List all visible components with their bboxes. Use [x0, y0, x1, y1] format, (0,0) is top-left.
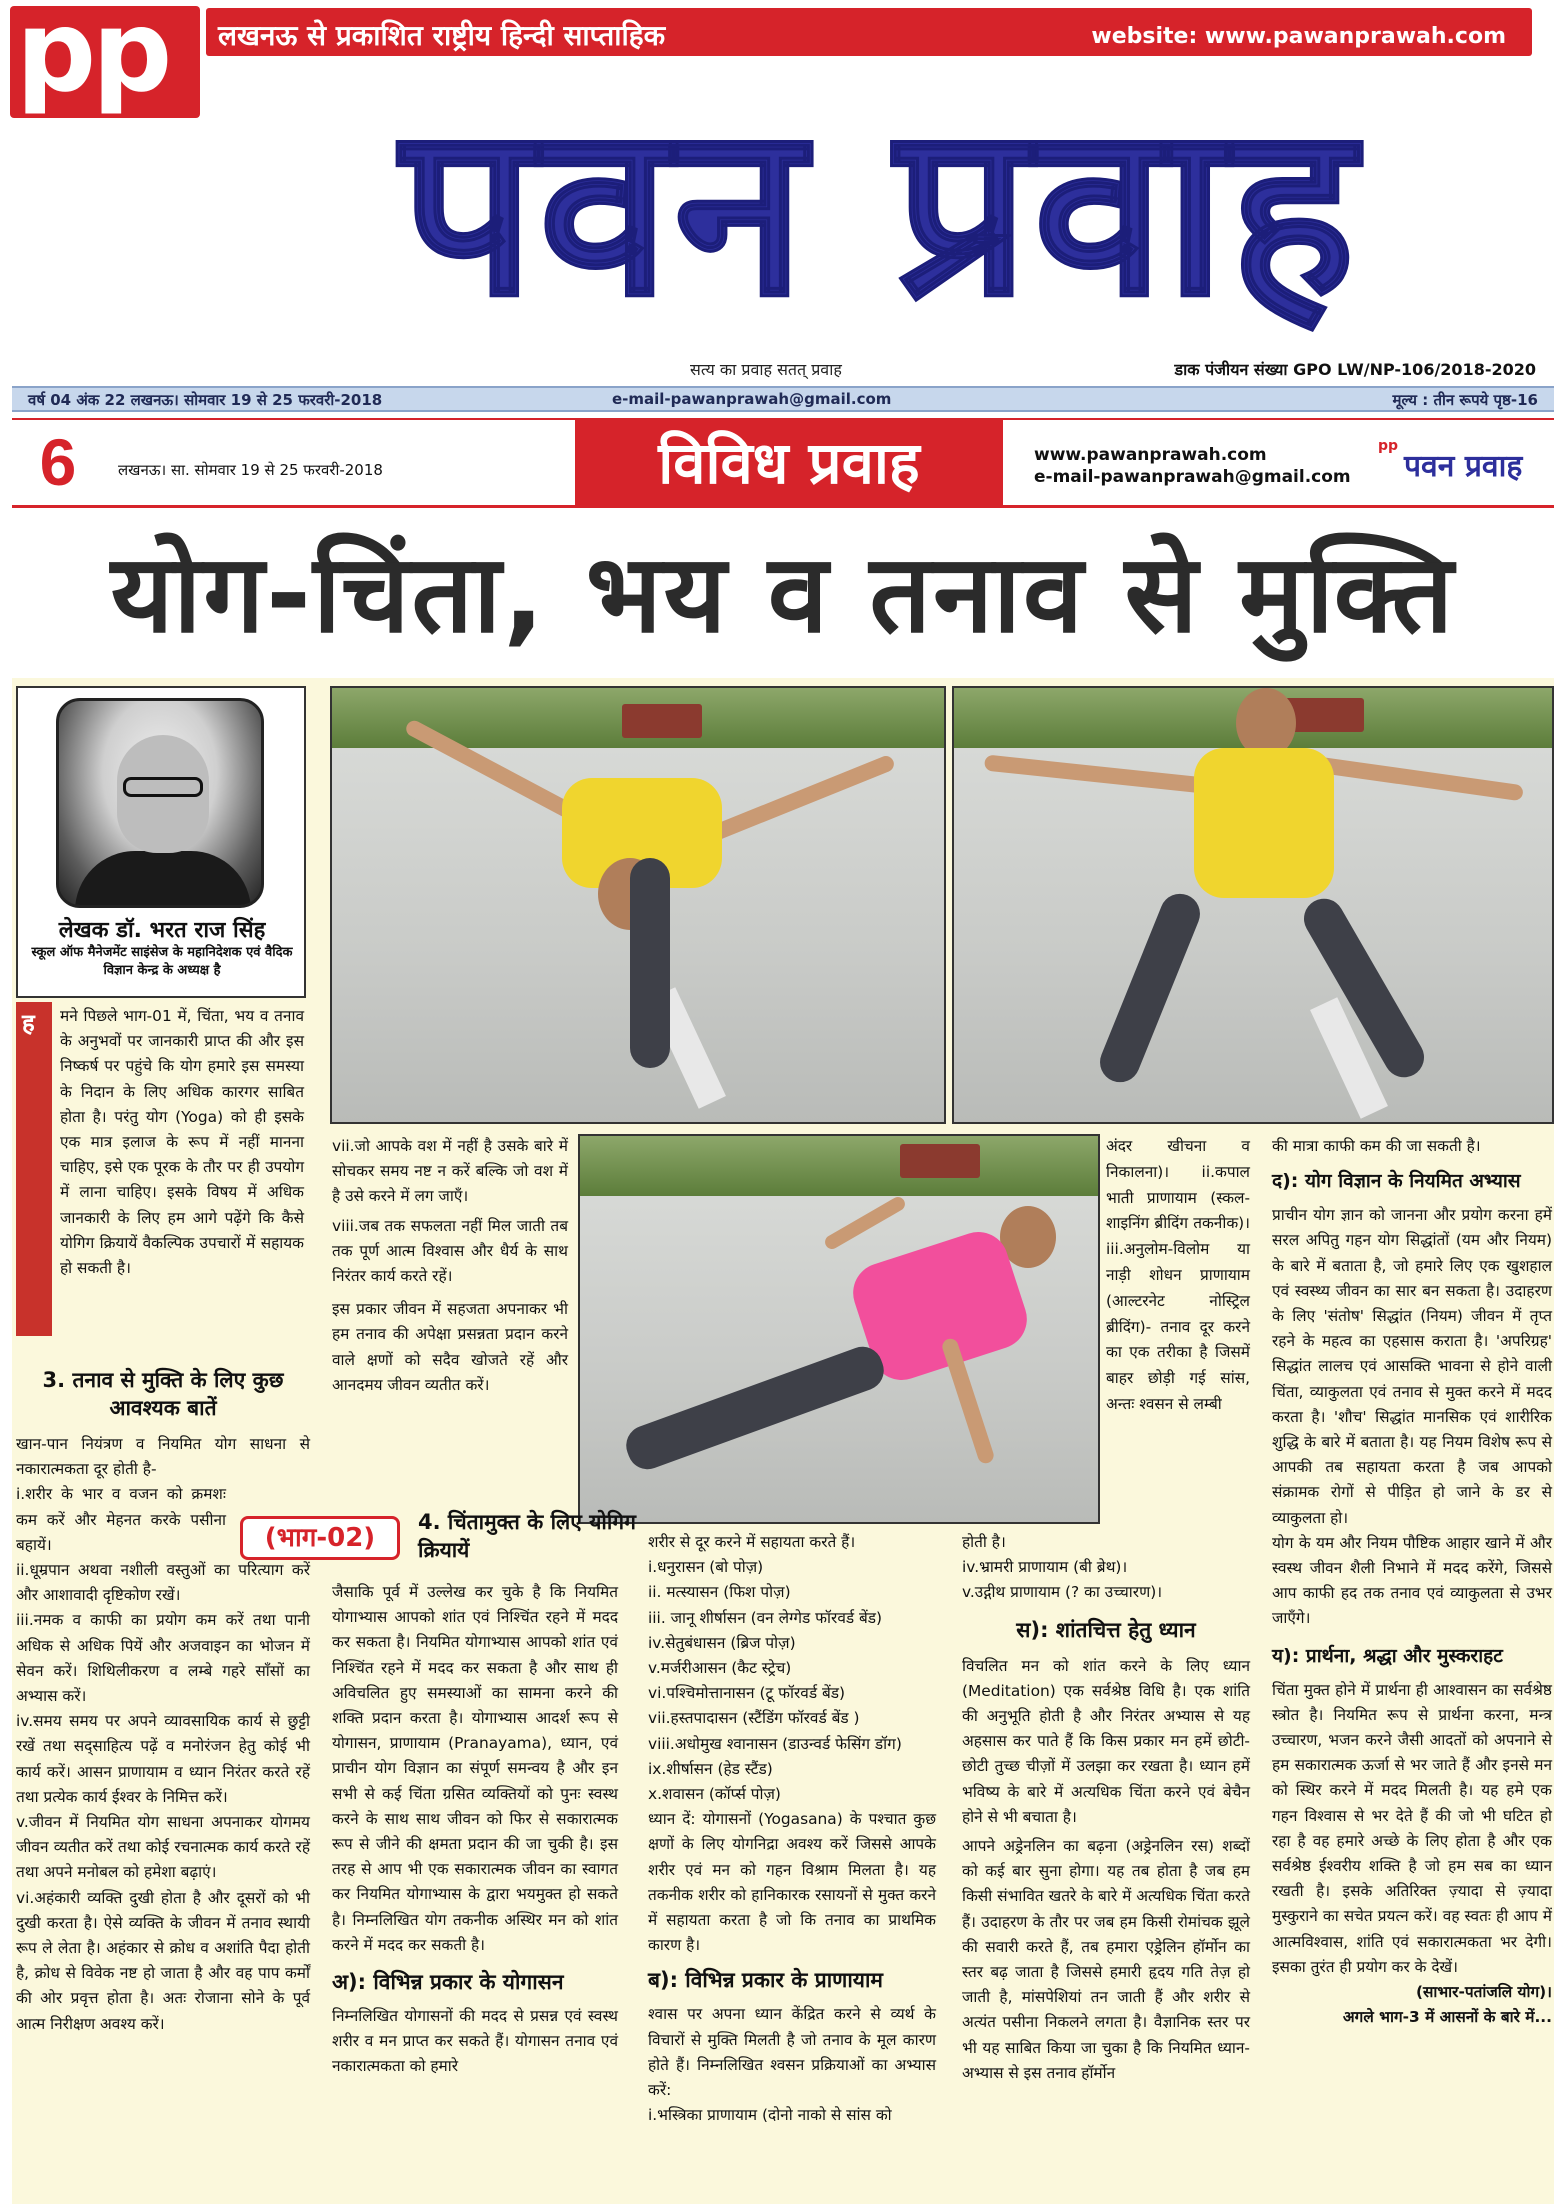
author-photo — [56, 698, 264, 908]
column-4-top — [1106, 1134, 1250, 1418]
pranayama-continued: अंदर खीचना व निकालना)। ii.कपाल भाती प्राणायाम (स्कल-शाइनिंग ब्रीदिंग तकनीक)। iii.अनुलोम-विलोम या नाड़ी शोधन प्राणायाम (आल्टरनेट नोस्ट्रिल ब्रीदिंग)- तनाव दूर करने का एक तरीका है जिसमें बाहर छोड़ी गई सांस, अन्तः श्वसन से लम्बी — [1106, 1137, 1250, 1413]
yoga-photo-bend — [330, 686, 946, 1124]
price: मूल्य : तीन रूपये पृष्ठ-16 — [1392, 391, 1538, 409]
col3-lead: शरीर से दूर करने में सहायता करते हैं। — [648, 1533, 856, 1551]
section-email[interactable]: e-mail-pawanprawah@gmail.com — [1034, 467, 1351, 487]
pranayama-item-4: iv.भ्रामरी प्राणायाम (बी ब्रेथ)। — [962, 1558, 1128, 1577]
page-number: 6 — [39, 425, 77, 499]
yoga-photo-stretch — [952, 686, 1554, 1124]
intro-paragraph: मने पिछले भाग-01 में, चिंता, भय व तनाव के अनुभवों पर जानकारी प्राप्त की और इस निष्कर्ष पर पहुंचे कि योग हमारे इस समस्या के निदान के लिए अधिक कारगर साबित होता है। परंतु योग (Yoga) को ही इसके एक मात्र इलाज के रूप में नहीं मानना चाहिए, इसे एक पूरक के तौर पर ही उपयोग में लाना चाहिए। इसके विषय में अधिक जानकारी के लिए हम आगे पढ़ेंगे कि कैसे योगिग क्रियायें वैकल्पिक उपचारों में सहायक हो सकती है। — [60, 1007, 304, 1278]
asana-8: viii.अधोमुख श्वानासन (डाउन्वर्ड फेसिंग डॉग) — [648, 1734, 902, 1753]
issue-info: वर्ष 04 अंक 22 लखनऊ। सोमवार 19 से 25 फरवरी-2018 — [28, 391, 383, 409]
pp-logo — [10, 0, 200, 118]
col1-item-6: vi.अहंकारी व्यक्ति दुखी होता है और दूसरों को भी दुखी करता है। ऐसे व्यक्ति के जीवन में तनाव स्थायी रूप ले लेता है। अहंकार से क्रोध व अशांति पैदा होती है, क्रोध से विवेक नष्ट हो जाता है और वह पाप कर्मों की ओर प्रवृत्त होता है। अतः रोजाना सोने के पूर्व आत्म निरीक्षण अवश्य करें। — [16, 1888, 310, 2033]
col5-lead: की मात्रा काफी कम की जा सकती है। — [1272, 1137, 1481, 1155]
author-name: लेखक डॉ. भरत राज सिंह — [58, 918, 266, 943]
column-2-top — [332, 1134, 568, 1398]
mini-logo-pp: pp — [1378, 438, 1399, 454]
asana-7: vii.हस्तपादासन (स्टैंडिंग फॉरवर्ड बेंड ) — [648, 1709, 860, 1728]
column-2 — [332, 1580, 618, 2080]
asana-10: x.शवासन (कॉर्प्स पोज़) — [648, 1785, 781, 1804]
col2-item-8: viii.जब तक सफलता नहीं मिल जाती तब तक पूर्ण आत्म विश्वास और धैर्य के साथ निरंतर कार्य करते रहें। — [332, 1216, 568, 1286]
tagline: लखनऊ से प्रकाशित राष्ट्रीय हिन्दी साप्ताहिक — [218, 19, 666, 52]
yoga-photo-side-plank — [578, 1134, 1100, 1524]
meditation-para-1: विचलित मन को शांत करने के लिए ध्यान (Meditation) एक सर्वश्रेष्ठ विधि है। एक शांति की अनुभूति होती है और निरंतर अभ्यास से यह अहसास कर पाते हैं कि किस प्रकार मन हमें छोटी-छोटी तुच्छ चीज़ों में उलझा कर रखता है। ध्यान हमें भविष्य के बारे में अत्यधिक चिंता करने एवं बेचैन होने से भी बचाता है। — [962, 1656, 1250, 1826]
headline: योग-चिंता, भय व तनाव से मुक्ति — [110, 532, 1456, 657]
mini-logo — [1378, 438, 1554, 488]
asana-1: i.धनुरासन (बो पोज़) — [648, 1558, 764, 1577]
heading-meditation: स): शांतचित्त हेतु ध्यान — [1016, 1617, 1196, 1642]
col1-item-5: v.जीवन में नियमित योग साधना अपनाकर योगमय जीवन व्यतीत करें तथा कोई रचनात्मक कार्य करते रहें तथा अपने मनोबल को हमेशा बढ़ाएं। — [16, 1813, 310, 1882]
part-badge: (भाग-02) — [240, 1516, 400, 1560]
column-4 — [962, 1530, 1250, 2086]
author-title: स्कूल ऑफ मैनेजमेंट साइंसेज के महानिदेशक एवं वैदिक विज्ञान केन्द्र के अध्यक्ष है — [31, 945, 293, 978]
asana-9: ix.शीर्षासन (हेड स्टैंड) — [648, 1759, 773, 1778]
pp-logo-text: pp — [16, 0, 169, 117]
pranayama-item-5: v.उद्गीथ प्राणायाम (? का उच्चारण)। — [962, 1583, 1163, 1602]
pranayama-item-1: i.भस्त्रिका प्राणायाम (दोनो नाको से सांस को — [648, 2106, 892, 2125]
section-contact — [1034, 444, 1351, 488]
section-website[interactable]: www.pawanprawah.com — [1034, 445, 1267, 465]
dhyan-note: ध्यान दें: योगासनों (Yogasana) के पश्चात कुछ क्षणों के लिए योगनिद्रा अवश्य करें जिससे आपके शरीर एवं मन को गहन विश्राम मिलता है। यह तकनीक शरीर को हानिकारक रसायनों से मुक्त करने में सहायता करता है जो कि तनाव का प्राथमिक कारण है। — [648, 1810, 936, 1955]
page-date: लखनऊ। सा. सोमवार 19 से 25 फरवरी-2018 — [118, 461, 383, 479]
column-1-intro — [60, 1004, 304, 1281]
prayer-para: चिंता मुक्त होने में प्रार्थना ही आश्वासन का सर्वश्रेष्ठ स्त्रोत है। नियमित रूप से प्रार्थना करना, मन्त्र उच्चारण, भजन करने जैसी आदतों को अपनाने से हम सकारात्मक ऊर्जा से भर जाते हैं और इनसे मन को स्थिर करने में मदद मिलती है। यह हमे एक गहन विश्वास से भर देते हैं की जो भी घटित हो रहा है वह हमारे अच्छे के लिए होता है और एक सर्वश्रेष्ठ ईश्वरीय शक्ति है जो हम सब का ध्यान रखती है। इसके अतिरिक्त ज़्यादा से ज़्यादा मुस्कुराने का सचेत प्रयत्न करें। वह स्वतः ही आप में आत्मविश्वास, शांति एवं सकारात्मकता भर देगी। इसका तुरंत ही प्रयोग कर के देखें। — [1272, 1680, 1552, 1976]
col1-item-4: iv.समय समय पर अपने व्यावसायिक कार्य से छुट्टी रखें तथा सद्साहित्य पढ़ें व मनोरंजन हेतु कोई भी कार्य करें। आसन प्राणायाम व ध्यान निरंतर करते रहें तथा प्रत्येक कार्य ईश्वर के निमित्त करें। — [16, 1712, 310, 1806]
col2-asanas-intro: निम्नलिखित योगासनों की मदद से प्रसन्न एवं स्वस्थ शरीर व मन प्राप्त कर सकते हैं। योगासन तनाव एवं नकारात्मकता को हमारे — [332, 2007, 618, 2076]
asana-3: iii. जानू शीर्षासन (वन लेग्गेड फॉरवर्ड बेंड) — [648, 1608, 883, 1627]
credit: (साभार-पतांजलि योग)। — [1415, 1983, 1552, 2002]
next-part: अगले भाग-3 में आसनों के बारे में... — [1342, 2008, 1552, 2027]
yoga-science-para-2: योग के यम और नियम पौष्टिक आहार खाने में और स्वस्थ जीवन शैली निभाने में मदद करेंगे, जिससे आप काफी हद तक तनाव एवं व्याकुलता से उभर जाएँगे। — [1272, 1533, 1552, 1628]
paper-name: पवन प्रवाह — [400, 73, 1360, 348]
section-title: विविध प्रवाह — [658, 429, 920, 497]
asana-6: vi.पश्चिमोत्तानासन (टू फॉरवर्ड बेंड) — [648, 1684, 846, 1703]
col2-paragraph: जैसाकि पूर्व में उल्लेख कर चुके है कि नियमित योगाभ्यास आपको शांत एवं निश्चिंत रहने में मदद कर सकता है। नियमित योगाभ्यास आपको शांत एवं निश्चिंत रहने में मदद कर सकता है और साथ ही अविचलित हुए समस्याओं का सामना करने की शक्ति प्रदान करता है। योगाभ्यास आदर्श रूप से योगासन, प्राणायाम (Pranayama), ध्यान, एवं प्राचीन योग विज्ञान का संपूर्ण समन्वय है और इन सभी से कई चिंता ग्रसित व्यक्तियों को पुनः स्वस्थ करने के साथ साथ जीवन को फिर से सकारात्मक रूप से जीने की क्षमता प्रदान की जा चुकी है। इस तरह से आप भी एक सकारात्मक जीवन का स्वागत कर नियमित योगाभ्यास के द्वारा भयमुक्त हो सकते है। निम्नलिखित योग तकनीक अस्थिर मन को शांत करने में मदद कर सकती है। — [332, 1583, 618, 1954]
col1-lead: खान-पान नियंत्रण व नियमित योग साधना से नकारात्मकता दूर होती है- — [16, 1435, 310, 1479]
column-1 — [16, 1366, 310, 2037]
col4-lead: होती है। — [962, 1533, 1006, 1551]
masthead-website[interactable]: website: www.pawanprawah.com — [1091, 24, 1506, 49]
heading-yogic-practices: 4. चिंतामुक्त के लिए योगिग क्रियायें — [418, 1510, 636, 1562]
col1-item-1: i.शरीर के भार व वजन को क्रमशः कम करें और मेहनत करके पसीना बहायें। — [16, 1485, 226, 1554]
heading-yoga-science: द): योग विज्ञान के नियमित अभ्यास — [1272, 1170, 1521, 1193]
yoga-science-para: प्राचीन योग ज्ञान को जानना और प्रयोग करना हमें सरल अपितु गहन योग सिद्धांतों (यम और नियम) के बारे में बताता है, जो हमारे लिए एक खुशहाल एवं स्वस्थ्य जीवन का सार बन सकता है। उदाहरण के लिए 'संतोष' सिद्धांत (नियम) जीवन में तृप्त रहने के महत्व का एहसास कराता है। 'अपरिग्रह' सिद्धांत लालच एवं आसक्ति भावना से होने वाली चिंता, व्याकुलता एवं तनाव से मुक्त करने में मदद करता है। 'शौच' सिद्धांत मानसिक एवं शारीरिक शुद्धि के बारे में बताता है। यह नियम विशेष रूप से आपकी तब सहायता करता है जब आपको संक्रामक रोगों से पीड़ित हो जाने के डर से व्याकुलता हो। — [1272, 1206, 1552, 1527]
heading-stress-relief: 3. तनाव से मुक्ति के लिए कुछ आवश्यक बातें — [42, 1368, 284, 1420]
heading-asanas: अ): विभिन्न प्रकार के योगासन — [332, 1970, 564, 1995]
column-5 — [1272, 1134, 1552, 2031]
pranayama-para: श्वास पर अपना ध्यान केंद्रित करने से व्यर्थ के विचारों से मुक्ति मिलती है जो तनाव के मूल कारण होते हैं। निम्नलिखित श्वसन प्रक्रियाओं का अभ्यास करें: — [648, 2005, 936, 2100]
asana-5: v.मर्जरीआसन (कैट स्ट्रेच) — [648, 1659, 792, 1678]
issue-info-bar — [12, 386, 1554, 412]
heading-pranayama: ब): विभिन्न प्रकार के प्राणायाम — [648, 1968, 883, 1993]
col2-item-7: vii.जो आपके वश में नहीं है उसके बारे में सोचकर समय नष्ट न करें बल्कि जो वश में है उसे करने में लग जाएँ। — [332, 1137, 568, 1206]
col1-item-2: ii.धूम्रपान अथवा नशीली वस्तुओं का परित्याग करें और आशावादी दृष्टिकोण रखें। — [16, 1561, 310, 1605]
meditation-para-2: आपने अड्रेनलिन का बढ़ना (अड्रेनलिन रस) शब्दों को कई बार सुना होगा। यह तब होता है जब हम किसी संभावित खतरे के बारे में अत्यधिक चिंता करते हैं। उदाहरण के तौर पर जब हम किसी रोमांचक झूले की सवारी करते हैं, तब हमारा एड्रेलिन हॉर्मोन का स्तर बढ़ जाता है जिससे हमारी हृदय गति तेज़ हो जाती है, मांसपेशियां तन जाती हैं और शरीर से अत्यंत पसीना निकलने लगता है। वैज्ञानिक स्तर पर भी यह साबित किया जा चुका है कि नियमित ध्यान-अभ्यास से इस तनाव हॉर्मोन — [962, 1837, 1250, 2082]
issue-email[interactable]: e-mail-pawanprawah@gmail.com — [612, 390, 892, 408]
heading-prayer: य): प्रार्थना, श्रद्धा और मुस्कराहट — [1272, 1644, 1503, 1667]
asana-2: ii. मत्स्यासन (फिश पोज़) — [648, 1583, 791, 1602]
mini-logo-name: पवन प्रवाह — [1404, 449, 1523, 484]
motto: सत्य का प्रवाह सतत् प्रवाह — [690, 360, 842, 379]
col1-item-3: iii.नमक व काफी का प्रयोग कम करें तथा पानी अधिक से अधिक पियें और अजवाइन का भोजन में सेवन करें। शिथिलीकरण व लम्बे गहरे साँसों का अभ्यास करें। — [16, 1611, 310, 1706]
dropcap — [16, 1002, 52, 1336]
col2-closing: इस प्रकार जीवन में सहजता अपनाकर भी हम तनाव की अपेक्षा प्रसन्नता प्रदान करने वाले क्षणों को सदैव खोजते रहें और आनदमय जीवन व्यतीत करें। — [332, 1300, 568, 1394]
asana-4: iv.सेतुबंधासन (ब्रिज पोज़) — [648, 1633, 796, 1652]
column-3 — [648, 1530, 936, 2128]
registration-number: डाक पंजीयन संख्या GPO LW/NP-106/2018-2020 — [1174, 360, 1536, 379]
dropcap-letter: ह — [22, 1009, 35, 1037]
